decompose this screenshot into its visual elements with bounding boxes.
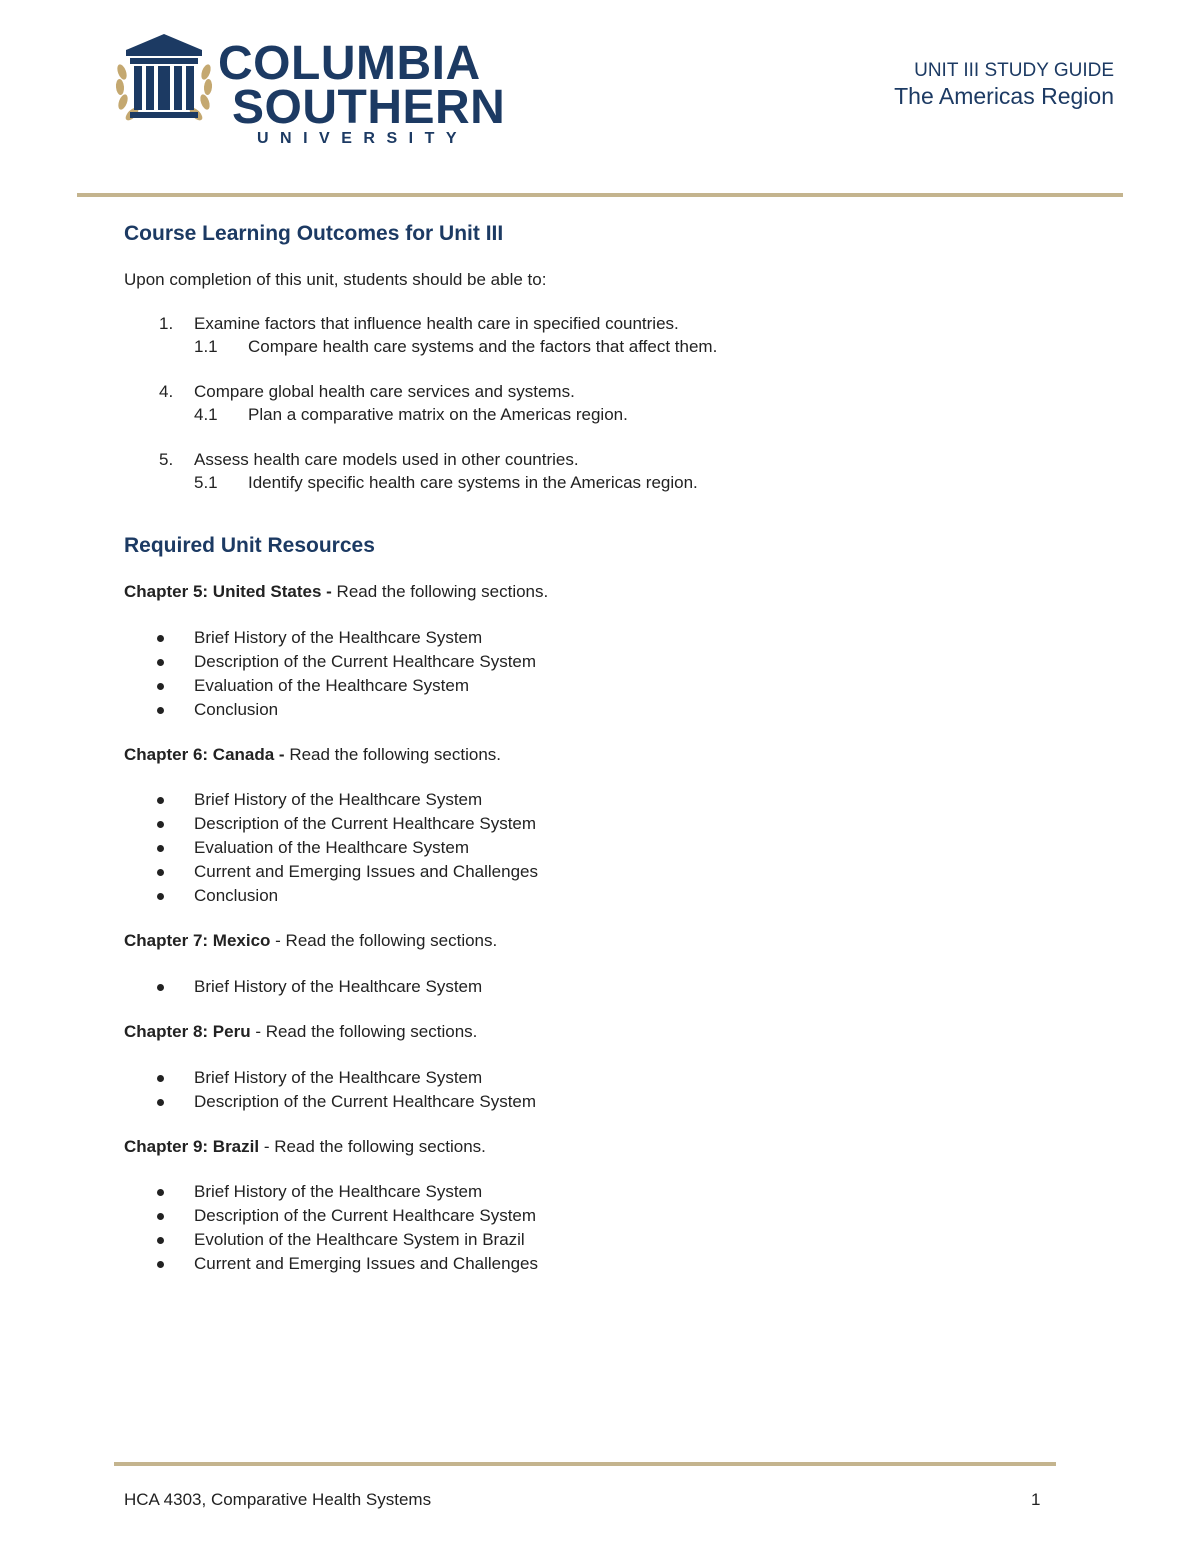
list-item: Current and Emerging Issues and Challenges <box>124 860 1104 884</box>
footer-course: HCA 4303, Comparative Health Systems <box>124 1490 432 1509</box>
list-item: Brief History of the Healthcare System <box>124 1180 1104 1204</box>
bullet-icon <box>157 845 164 852</box>
list-item: Conclusion <box>124 698 1104 722</box>
logo-text-line-3: UNIVERSITY <box>257 130 469 147</box>
chapter-label: Chapter 9: Brazil <box>124 1137 260 1156</box>
bullet-icon <box>157 1261 164 1268</box>
chapter-instruction: - Read the following sections. <box>259 1137 486 1156</box>
chapter-heading <box>124 1020 1104 1044</box>
section-list <box>124 788 1104 908</box>
document-body <box>124 220 1104 1276</box>
bullet-icon <box>157 1237 164 1244</box>
footer-divider <box>114 1462 1056 1466</box>
bullet-icon <box>157 683 164 690</box>
section-list <box>124 1180 1104 1276</box>
chapter-heading <box>124 929 1104 953</box>
chapter-heading <box>124 1135 1104 1159</box>
bullet-icon <box>157 1189 164 1196</box>
outcome-text: Assess health care models used in other countries. <box>194 450 579 469</box>
list-item: Description of the Current Healthcare System <box>124 650 1104 674</box>
list-item: Evaluation of the Healthcare System <box>124 836 1104 860</box>
list-item: Evaluation of the Healthcare System <box>124 674 1104 698</box>
chapter-label: Chapter 7: Mexico <box>124 931 271 950</box>
logo-text-line-2: SOUTHERN <box>232 81 506 134</box>
sub-outcome-text: Compare health care systems and the factors that affect them. <box>248 337 718 356</box>
list-item: Description of the Current Healthcare System <box>124 1090 1104 1114</box>
bullet-icon <box>157 707 164 714</box>
bullet-icon <box>157 1099 164 1106</box>
bullet-icon <box>157 797 164 804</box>
section-list <box>124 975 1104 999</box>
header-divider <box>77 193 1123 197</box>
outcome-number: 1. <box>159 314 174 333</box>
logo-text-line-1: COLUMBIA <box>218 37 481 90</box>
sub-outcome-number: 5.1 <box>194 473 218 492</box>
bullet-icon <box>157 984 164 991</box>
unit-title: The Americas Region <box>894 83 1114 109</box>
section-list <box>124 626 1104 722</box>
bullet-icon <box>157 1213 164 1220</box>
outcome-text: Compare global health care services and systems. <box>194 382 575 401</box>
university-logo <box>114 32 506 152</box>
outcomes-heading: Course Learning Outcomes for Unit III <box>124 222 504 245</box>
outcome-item <box>124 380 1104 426</box>
outcomes-intro: Upon completion of this unit, students should be able to: <box>124 270 547 289</box>
bullet-icon <box>157 893 164 900</box>
chapter-instruction: - Read the following sections. <box>270 931 498 950</box>
list-item: Description of the Current Healthcare System <box>124 1204 1104 1228</box>
unit-label: UNIT III STUDY GUIDE <box>914 60 1114 81</box>
list-item: Evolution of the Healthcare System in Brazil <box>124 1228 1104 1252</box>
page-number: 1 <box>1031 1490 1041 1509</box>
sub-outcome-number: 1.1 <box>194 337 218 356</box>
chapter-instruction: Read the following sections. <box>336 582 549 601</box>
chapter-heading <box>124 580 1104 604</box>
list-item: Brief History of the Healthcare System <box>124 975 1104 999</box>
bullet-icon <box>157 659 164 666</box>
outcome-number: 4. <box>159 382 174 401</box>
outcome-item <box>124 448 1104 494</box>
list-item: Current and Emerging Issues and Challenges <box>124 1252 1104 1276</box>
chapter-instruction: Read the following sections. <box>289 745 501 764</box>
chapter-label: Chapter 6: Canada - <box>124 745 290 764</box>
chapter-label: Chapter 8: Peru <box>124 1022 251 1041</box>
sub-outcome-text: Identify specific health care systems in the Americas region. <box>248 473 698 492</box>
outcome-item <box>124 312 1104 358</box>
outcome-number: 5. <box>159 450 174 469</box>
list-item: Brief History of the Healthcare System <box>124 788 1104 812</box>
resources-heading: Required Unit Resources <box>124 534 375 557</box>
outcome-text: Examine factors that influence health care in specified countries. <box>194 314 679 333</box>
chapter-heading <box>124 743 1104 767</box>
chapter-label: Chapter 5: United States - <box>124 582 337 601</box>
bullet-icon <box>157 635 164 642</box>
bullet-icon <box>157 869 164 876</box>
bullet-icon <box>157 821 164 828</box>
columned-building-with-laurel-icon <box>114 32 214 128</box>
list-item: Brief History of the Healthcare System <box>124 626 1104 650</box>
list-item: Description of the Current Healthcare System <box>124 812 1104 836</box>
document-header <box>894 60 1114 110</box>
section-list <box>124 1066 1104 1114</box>
sub-outcome-text: Plan a comparative matrix on the Americas region. <box>248 405 628 424</box>
chapter-instruction: - Read the following sections. <box>250 1022 478 1041</box>
bullet-icon <box>157 1075 164 1082</box>
list-item: Conclusion <box>124 884 1104 908</box>
sub-outcome-number: 4.1 <box>194 405 218 424</box>
list-item: Brief History of the Healthcare System <box>124 1066 1104 1090</box>
